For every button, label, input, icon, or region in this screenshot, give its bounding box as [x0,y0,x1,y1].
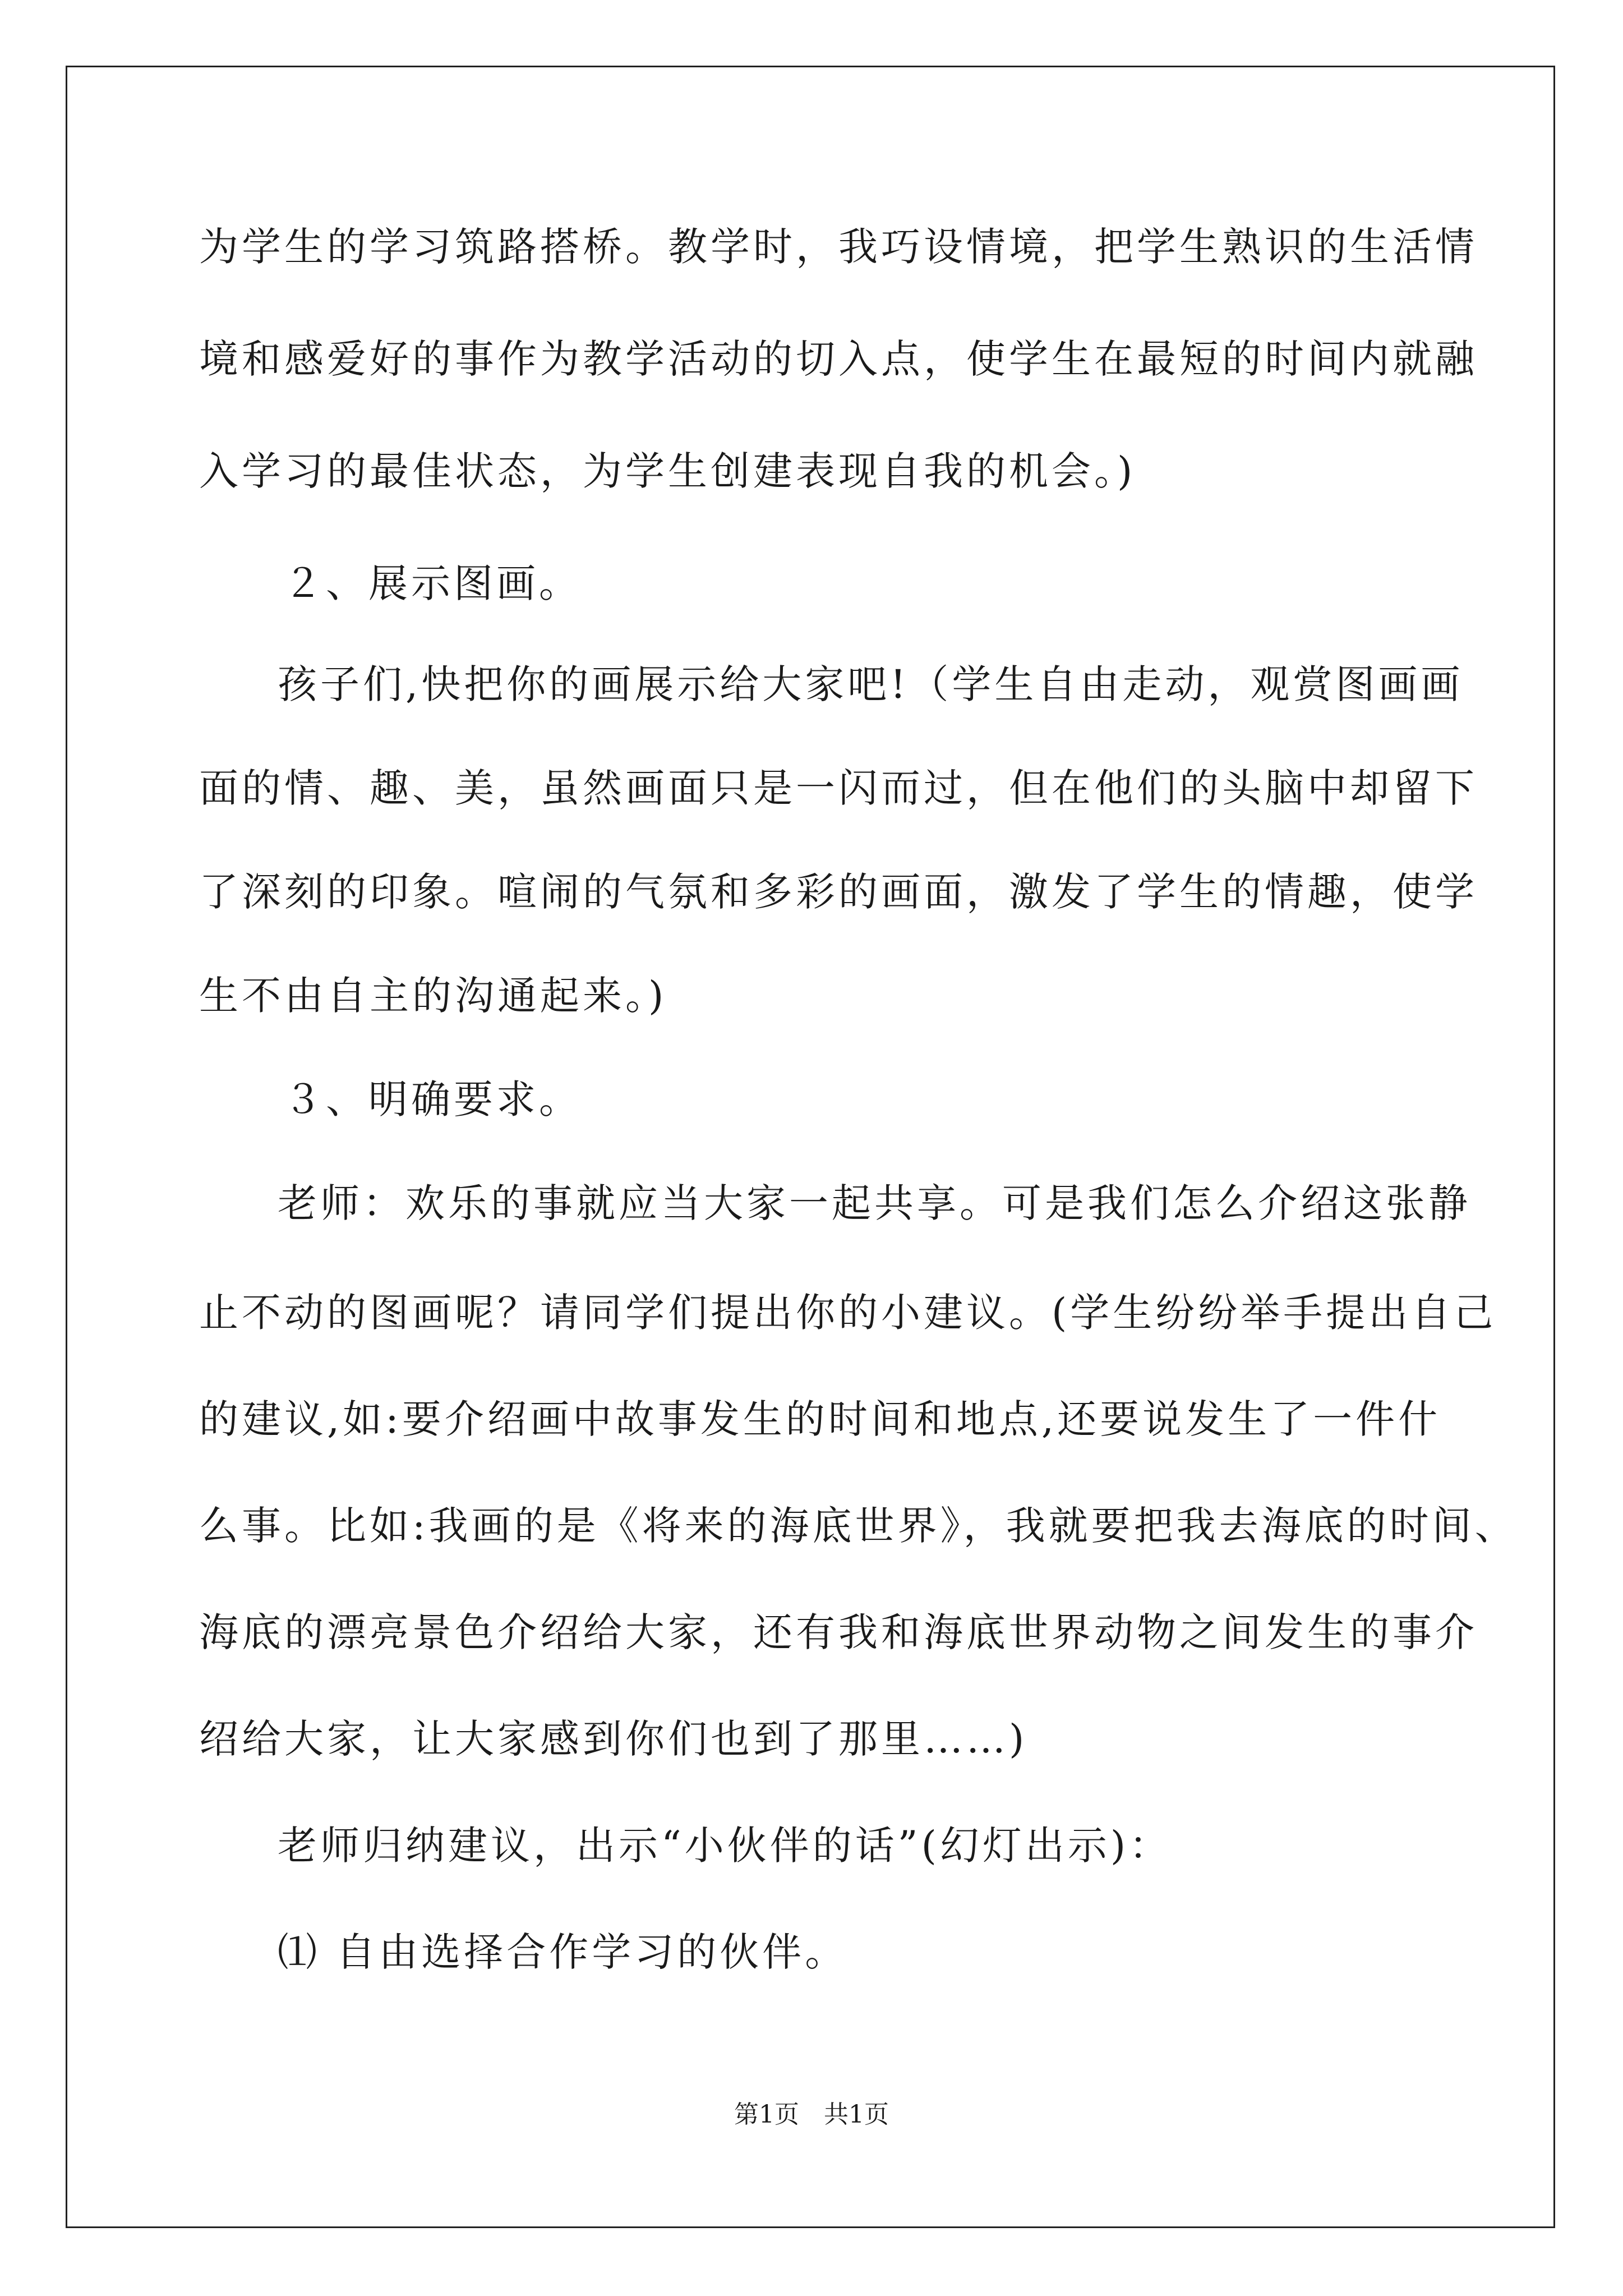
paragraph-3-line-1: 孩子们,快把你的画展示给大家吧!（学生自由走动，观赏图画画 [278,661,1464,707]
paragraph-3-line-2: 面的情、趣、美，虽然画面只是一闪而过，但在他们的头脑中却留下 [199,765,1478,811]
paragraph-5-line-5: 海底的漂亮景色介绍给大家，还有我和海底世界动物之间发生的事介 [199,1609,1478,1655]
page-number-footer: 第1页 共1页 [734,2100,889,2129]
page-border [66,66,1555,2228]
paragraph-1-line-3: 入学习的最佳状态，为学生创建表现自我的机会。) [199,448,1136,494]
paragraph-5-line-2: 止不动的图画呢？请同学们提出你的小建议。(学生纷纷举手提出自己 [199,1290,1497,1336]
paragraph-3-line-4: 生不由自主的沟通起来。) [199,973,667,1019]
paragraph-5-line-6: 绍给大家，让大家感到你们也到了那里……) [199,1716,1028,1762]
list-item-1: ⑴ 自由选择合作学习的伙伴。 [278,1929,848,1975]
paragraph-1-line-1: 为学生的学习筑路搭桥。教学时，我巧设情境，把学生熟识的生活情 [199,224,1478,270]
paragraph-5-line-3: 的建议,如:要介绍画中故事发生的时间和地点,还要说发生了一件什 [199,1396,1441,1442]
paragraph-6-line-1: 老师归纳建议，出示“小伙伴的话”(幻灯出示)： [278,1823,1172,1869]
section-heading-3: ３、明确要求。 [283,1076,582,1122]
paragraph-5-line-4: 么事。比如:我画的是《将来的海底世界》，我就要把我去海底的时间、 [199,1503,1518,1549]
section-heading-2: ２、展示图画。 [283,560,582,606]
paragraph-1-line-2: 境和感爱好的事作为教学活动的切入点，使学生在最短的时间内就融 [199,336,1478,382]
paragraph-5-line-1: 老师：欢乐的事就应当大家一起共享。可是我们怎么介绍这张静 [278,1180,1471,1226]
paragraph-3-line-3: 了深刻的印象。喧闹的气氛和多彩的画面，激发了学生的情趣，使学 [199,869,1478,915]
